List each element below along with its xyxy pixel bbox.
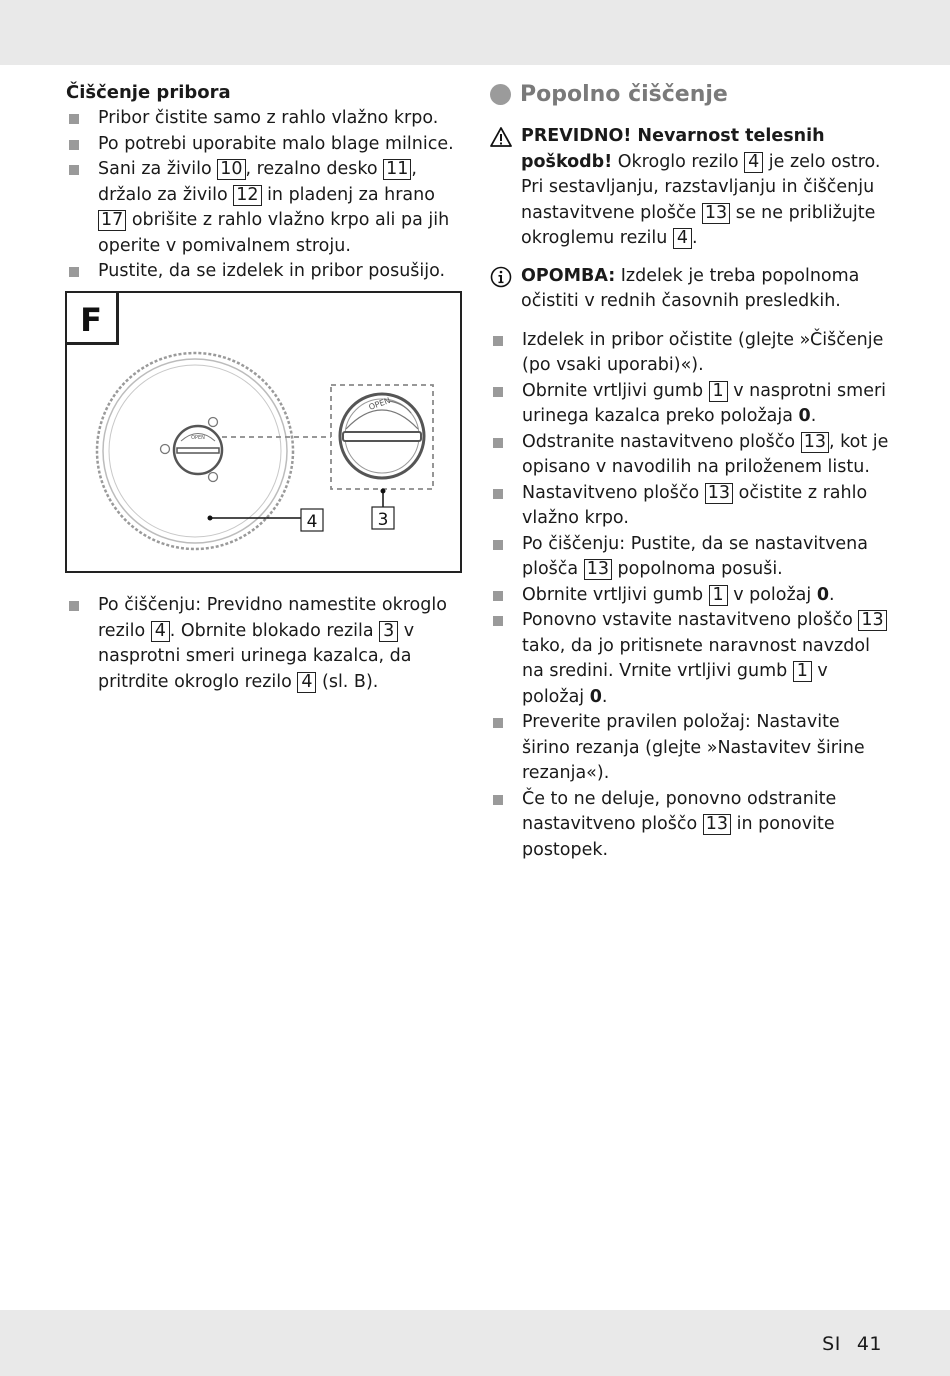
list-item: Preverite pravilen položaj: Nastavite širino rezanja (glejte »Nastavitev širine rezanja«).	[490, 710, 890, 787]
list-item: Po čiščenju: Pustite, da se nastavitvena plošča 13 popolnoma posuši.	[490, 532, 890, 583]
list-item: Odstranite nastavitveno ploščo 13 , kot je opisano v navodilih na priloženem listu.	[490, 430, 890, 481]
part-number-box: 13	[801, 432, 829, 453]
blade-lock-knob-enlarged	[340, 394, 424, 478]
section-title-text: Popolno čiščenje	[520, 82, 728, 107]
part-number-box: 4	[297, 672, 316, 693]
bold-text: OPOMBA:	[521, 265, 616, 286]
open-text: OPEN	[367, 395, 392, 412]
bullet-list-full-cleaning	[490, 328, 890, 864]
bold-text: 0	[589, 686, 602, 707]
list-item: Pribor čistite samo z rahlo vlažno krpo.	[66, 106, 466, 132]
part-number-box: 13	[858, 610, 886, 631]
part-number-box: 1	[793, 661, 812, 682]
svg-text:OPEN: OPEN	[191, 435, 205, 441]
page-footer	[806, 1333, 882, 1355]
page-number: 41	[856, 1333, 882, 1355]
part-number-box: 4	[673, 228, 692, 249]
list-item: Po čiščenju: Previdno namestite okroglo rezilo 4 . Obrnite blokado rezila 3 v nasprotni smeri urinega kazalca, da pritrdite okroglo rezilo 4 (sl. B).	[66, 593, 466, 695]
part-number-box: 12	[233, 185, 261, 206]
figure-f	[65, 291, 462, 574]
bold-text: 0	[816, 584, 830, 605]
part-number-box: 13	[703, 814, 731, 835]
list-item: Obrnite vrtljivi gumb 1 v položaj 0.	[490, 583, 890, 609]
bold-text: 0	[798, 406, 811, 426]
callout-3: 3	[377, 510, 389, 530]
list-item: Ponovno vstavite nastavitveno ploščo 13 tako, da jo pritisnete naravnost navzdol na sredini. Vrnite vrtljivi gumb 1 v položaj 0.	[490, 608, 890, 710]
list-item: Pustite, da se izdelek in pribor posušijo.	[66, 259, 466, 285]
left-column	[66, 80, 466, 285]
list-item: Po potrebi uporabite malo blage milnice.	[66, 132, 466, 158]
part-number-box: 11	[383, 159, 411, 180]
bold-text: PREVIDNO! Nevarnost telesnih poškodb!	[521, 126, 825, 172]
part-number-box: 10	[217, 159, 245, 180]
bullet-list-top	[66, 106, 466, 285]
language-code: SI	[822, 1333, 841, 1355]
list-item: Izdelek in pribor očistite (glejte »Čiščenje (po vsaki uporabi)«).	[490, 328, 890, 379]
part-number-box: 4	[151, 621, 170, 642]
part-number-box: 13	[705, 483, 733, 504]
part-number-box: 4	[744, 152, 763, 173]
part-number-box: 1	[709, 381, 728, 402]
list-item: Obrnite vrtljivi gumb 1 v nasprotni smeri urinega kazalca preko položaja 0.	[490, 379, 890, 430]
list-item: Nastavitveno ploščo 13 očistite z rahlo vlažno krpo.	[490, 481, 890, 532]
part-number-box: 13	[702, 203, 730, 224]
warning-text: PREVIDNO! Nevarnost telesnih poškodb! Okroglo rezilo 4 je zelo ostro. Pri sestavljanju, razstavljanju in čiščenju nastavitvene plošče 13 se ne približujte okroglemu rezilu 4 .	[521, 126, 881, 248]
warning-triangle-icon	[490, 126, 512, 148]
info-icon	[490, 266, 512, 288]
left-column-bottom	[66, 593, 466, 695]
bullet-list-bottom	[66, 593, 466, 695]
figure-label: F	[80, 301, 102, 339]
subheading-cleaning-accessories: Čiščenje pribora	[66, 82, 231, 103]
section-bullet-icon	[490, 84, 511, 105]
right-column	[490, 80, 890, 863]
part-number-box: 17	[98, 210, 126, 231]
list-item: Če to ne deluje, ponovno odstranite nastavitveno ploščo 13 in ponovite postopek.	[490, 787, 890, 864]
part-number-box: 3	[379, 621, 398, 642]
callout-4: 4	[306, 512, 318, 532]
part-number-box: 13	[584, 559, 612, 580]
note-block	[490, 264, 890, 315]
part-number-box: 1	[709, 585, 728, 606]
warning-block	[490, 124, 890, 252]
list-item: Sani za živilo 10 , rezalno desko 11 , držalo za živilo 12 in pladenj za hrano 17 obrišite z rahlo vlažno krpo ali pa jih operite v pomivalnem stroju.	[66, 157, 466, 259]
header-band	[0, 0, 950, 65]
note-text: OPOMBA: Izdelek je treba popolnoma očistiti v rednih časovnih presledkih.	[521, 265, 860, 311]
section-title	[490, 80, 890, 110]
